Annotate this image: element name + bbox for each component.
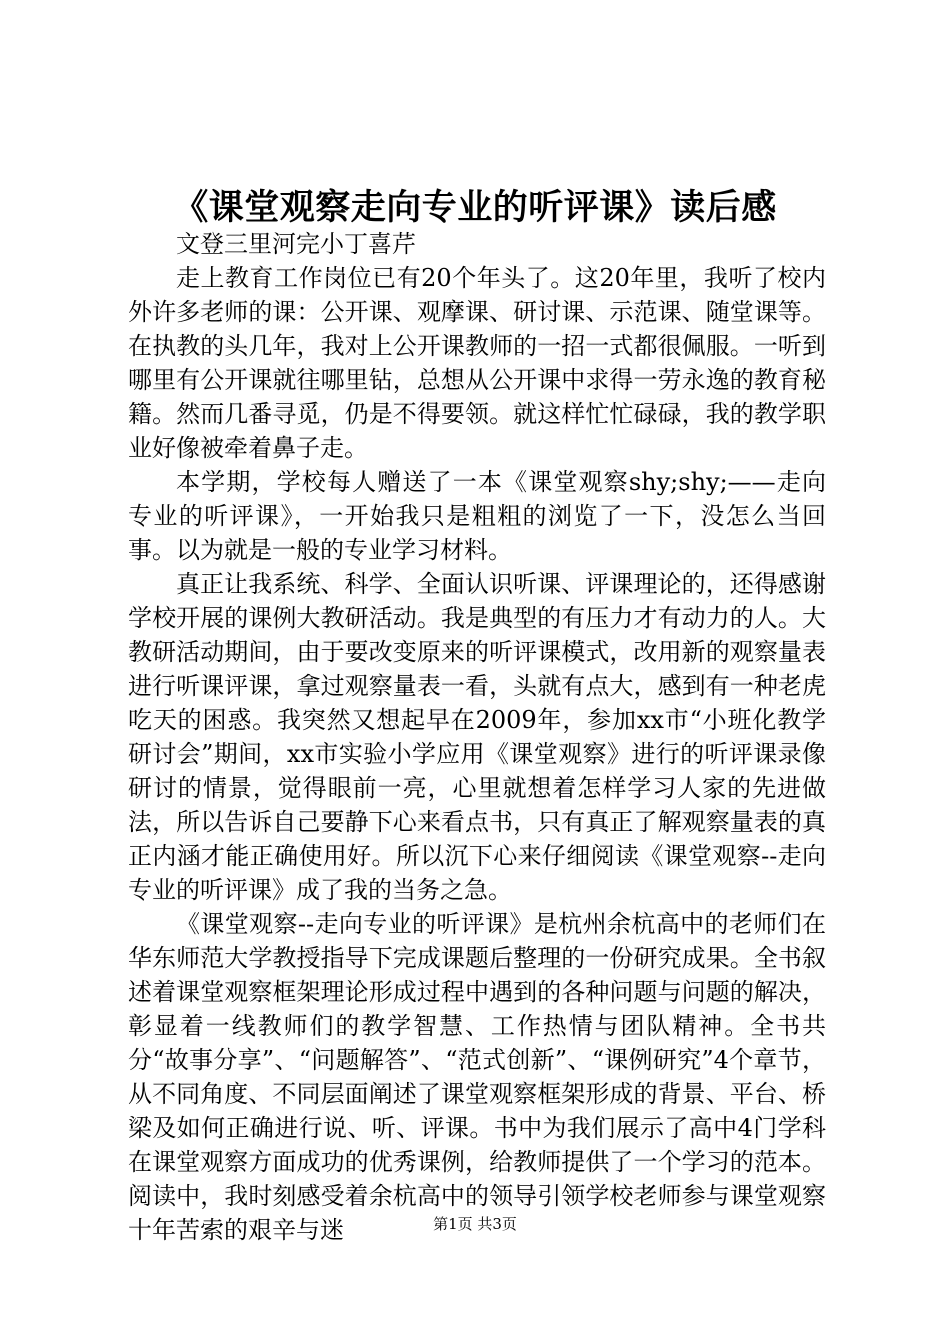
- body-paragraph: 走上教育工作岗位已有20个年头了。这20年里，我听了校内外许多老师的课：公开课、观摩课、研讨课、示范课、随堂课等。在执教的头几年，我对上公开课教师的一招一式都很佩服。一听到哪里有公开课就往哪里钻，总想从公开课中求得一劳永逸的教育秘籍。然而几番寻觅，仍是不得要领。就这样忙忙碌碌，我的教学职业好像被牵着鼻子走。: [128, 264, 826, 462]
- page-number-footer: 第1页 共3页: [433, 1215, 517, 1233]
- body-paragraph: 真正让我系统、科学、全面认识听课、评课理论的，还得感谢学校开展的课例大教研活动。我是典型的有压力才有动力的人。大教研活动期间，由于要改变原来的听评课模式，改用新的观察量表进行听课评课，拿过观察量表一看，头就有点大，感到有一种老虎吃天的困惑。我突然又想起早在2009年，参加xx市“小班化教学研讨会”期间，xx市实验小学应用《课堂观察》进行的听评课录像研讨的情景，觉得眼前一亮，心里就想着怎样学习人家的先进做法，所以告诉自己要静下心来看点书，只有真正了解观察量表的真正内涵才能正确使用好。所以沉下心来仔细阅读《课堂观察--走向专业的听评课》成了我的当务之急。: [128, 570, 826, 904]
- document-body: [128, 227, 826, 1247]
- body-paragraph: 《课堂观察--走向专业的听评课》是杭州余杭高中的老师们在华东师范大学教授指导下完成课题后整理的一份研究成果。全书叙述着课堂观察框架理论形成过程中遇到的各种问题与问题的解决，彰显着一线教师们的教学智慧、工作热情与团队精神。全书共分“故事分享”、“问题解答”、“范式创新”、“课例研究”4个章节，从不同角度、不同层面阐述了课堂观察框架形成的背景、平台、桥梁及如何正确进行说、听、评课。书中为我们展示了高中4门学科在课堂观察方面成功的优秀课例，给教师提供了一个学习的范本。阅读中，我时刻感受着余杭高中的领导引领学校老师参与课堂观察十年苦索的艰辛与迷: [128, 910, 826, 1244]
- author-line: 文登三里河完小丁喜芹: [176, 230, 416, 258]
- body-paragraph: 本学期，学校每人赠送了一本《课堂观察shy;shy;——走向专业的听评课》，一开始我只是粗粗的浏览了一下，没怎么当回事。以为就是一般的专业学习材料。: [128, 468, 826, 564]
- document-title: 《课堂观察走向专业的听评课》读后感: [173, 187, 777, 228]
